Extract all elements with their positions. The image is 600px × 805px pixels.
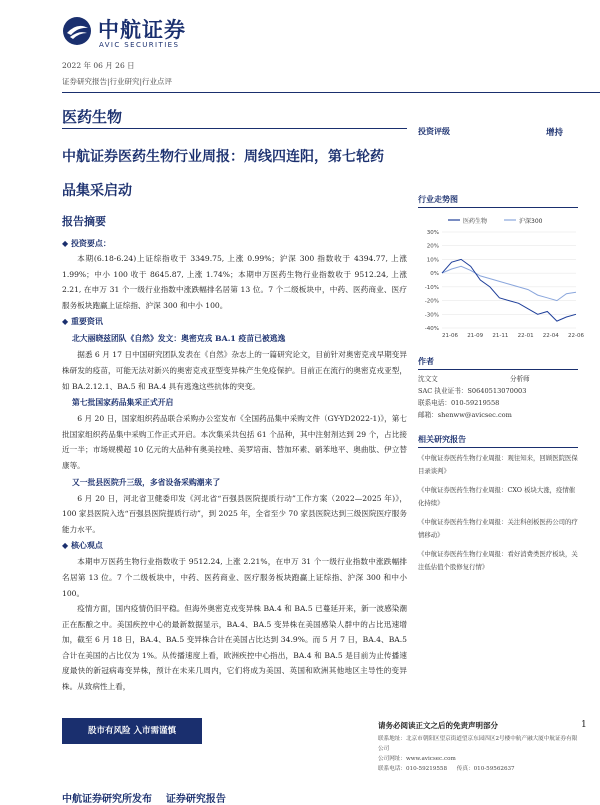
- report-title-line2: 品集采启动: [62, 183, 132, 199]
- author-phone: 联系电话：010-59219558: [418, 399, 500, 407]
- author-name: 沈文文: [418, 375, 438, 383]
- core-paragraph1: 本期申万医药生物行业指数收于 9512.24, 上涨 2.21%，在申万 31 个一级行业指数中涨跌幅排名居第 13 位。7 个二级板块中，中药、医药商业、医疗服务板块跑赢上证综指、沪深 300 和中小 100。: [62, 557, 407, 598]
- related-item[interactable]: 《中航证券医药生物行业周报：看好消费类医疗板块，关注低估值个股修复行情》: [418, 550, 578, 571]
- report-category: 证券研究报告|行业研究|行业点评: [62, 77, 173, 86]
- y-tick-label: -20%: [424, 298, 439, 305]
- news-label: ◆ 重要资讯: [62, 316, 103, 327]
- logo-text: 中航证券: [98, 18, 186, 42]
- legend-csi300-label: 沪深300: [519, 218, 543, 225]
- news3-title: 又一批县医院升三级，多省设备采购潮来了: [72, 477, 221, 487]
- legend-csi300: [504, 217, 543, 225]
- risk-banner: [62, 718, 202, 744]
- y-tick-label: -30%: [424, 312, 439, 319]
- sector-heading: 医药生物: [62, 108, 123, 126]
- news2-paragraph: 6 月 20 日，国家组织药品联合采购办公室发布《全国药品集中采购文件（GY-YD2022-1)》，第七批国家组织药品集中采购工作正式开启。本次集采共包括 61 个品种，其中注射剂达到 29 个，占比接近一半；市场规模超 10 亿元的大品种有奥美拉唑、美罗培南、替加环素、硝苯地平、奥曲肽、伊立替康等。: [62, 414, 407, 470]
- footer-website[interactable]: 公司网址：www.avicsec.com: [378, 756, 456, 762]
- logo-subtitle: AVIC SECURITIES: [99, 41, 180, 49]
- news3-paragraph: 6 月 20 日，河北省卫健委印发《河北省“百强县医院提质行动”工作方案（2022—2025 年)》，100 家县医院入选“百强县医院提质行动”，到 2025 年，全省至少 70 家县医院达到三级医院医疗服务能力水平。: [62, 493, 407, 534]
- y-tick-label: 10%: [426, 257, 439, 264]
- trend-divider: [418, 207, 578, 208]
- news1-paragraph: 据悉 6 月 17 日中国研究团队发表在《自然》杂志上的一篇研究论文，目前针对奥密克戎早期变异株研发的疫苗，可能无法对新兴的奥密克戎亚型变异株产生免疫保护。目前正在流行的奥密克戎亚型，如 BA.2.12.1、BA.5 和 BA.4 具有逃逸这些抗体的突变。: [62, 350, 407, 391]
- risk-text: 股市有风险 入市需谨慎: [88, 726, 176, 736]
- company-logo: [62, 14, 212, 50]
- footer-contact: [378, 734, 578, 774]
- rating-label: 投资评级: [418, 126, 450, 136]
- news1-title: 北大丽晓兹团队《自然》发文：奥密克戎 BA.1 疫苗已被逃逸: [72, 334, 286, 344]
- report-date: 2022 年 06 月 26 日: [62, 61, 135, 70]
- x-tick-label: 22-06: [568, 333, 584, 339]
- author-heading: 作者: [418, 356, 434, 366]
- legend-pharma-label: 医药生物: [463, 218, 488, 225]
- footer-address: 联系地址：北京市朝阳区望京街道望京东园四区2号楼中航产融大厦中航证券有限公司: [378, 736, 578, 752]
- series-line-pharma: [442, 259, 576, 321]
- bottom-banner: 中航证券研究所发布 证券研究报告: [62, 794, 226, 805]
- author-role: 分析师: [510, 375, 530, 383]
- footer-fax: 传真：010-59562637: [456, 766, 515, 772]
- author-row: [418, 373, 583, 385]
- related-heading: 相关研究报告: [418, 434, 466, 444]
- sector-divider: [62, 128, 407, 129]
- x-tick-label: 21-06: [442, 333, 458, 339]
- chart-grid: [442, 232, 576, 328]
- market-paragraph: 本期(6.18-6.24)上证综指收于 3349.75, 上涨 0.99%；沪深 300 指数收于 4394.77, 上涨 1.99%；中小 100 收于 8645.87, 上涨 1.74%；本期申万医药生物行业指数收于 9512.24, 上涨 2.21, 在申万 31 个一级行业指数中涨跌幅排名居第 13 位。7 个二级板块中，中药、医药商业、医疗服务板块跑赢上证综指、沪深 300 和中小 100。: [62, 254, 407, 310]
- x-tick-label: 21-11: [492, 333, 509, 339]
- rating-value: 增持: [546, 128, 564, 138]
- disclaimer-title: 请务必阅读正文之后的免责声明部分: [378, 721, 498, 730]
- related-item[interactable]: 《中航证券医药生物行业周报：观往知来，回顾医院医保目录谈判》: [418, 454, 578, 475]
- footer-phone-fax: [378, 764, 578, 774]
- chart-y-ticks: [425, 230, 439, 332]
- author-email[interactable]: 邮箱：shenww@avicsec.com: [418, 411, 512, 419]
- series-line-csi300: [442, 266, 576, 300]
- x-tick-label: 22-04: [542, 333, 559, 339]
- footer-phone: 联系电话：010-59219558: [378, 766, 448, 772]
- author-block: [418, 373, 583, 421]
- related-divider: [418, 447, 578, 448]
- summary-heading: 报告摘要: [62, 215, 106, 228]
- y-tick-label: -40%: [424, 326, 439, 332]
- main-body: [62, 236, 407, 697]
- related-item[interactable]: 《中航证券医药生物行业周报：关注科创板医药公司的疗情移动》: [418, 518, 578, 539]
- y-tick-label: -10%: [424, 284, 439, 291]
- author-divider: [418, 369, 578, 370]
- x-tick-label: 22-01: [517, 333, 534, 339]
- header-divider: [62, 92, 600, 93]
- report-title-line1: 中航证券医药生物行业周报：周线四连阳，第七轮药: [62, 149, 384, 165]
- legend-pharma: [448, 217, 487, 225]
- core-view-label: ◆ 核心观点: [62, 540, 103, 551]
- y-tick-label: 30%: [426, 230, 439, 236]
- core-paragraph2: 疫情方面，国内疫情仍旧平稳。但海外奥密克戎变异株 BA.4 和 BA.5 已蔓延开来，新一波感染潮正在酝酿之中。美国疾控中心的最新数据显示，BA.4、BA.5 变异株在美国感染人群中的占比迅速增加，截至 6 月 18 日，BA.4、BA.5 变异株合计在美国占比达到 34.9%。而 5 月 7 日，BA.4、BA.5 合计在美国的占比仅为 1%。从传播速度上看，欧洲疾控中心指出，BA.4 和 BA.5 是目前为止传播速度最快的新冠病毒变异株，预计在未来几周内，它们将成为美国、英国和欧洲其他地区主导性的变异株。从致病性上看，: [62, 604, 407, 692]
- trend-chart: [418, 210, 584, 340]
- invest-points-label: ◆ 投资要点：: [62, 238, 111, 248]
- related-item[interactable]: 《中航证券医药生物行业周报：CXO 板块大涨，疫情催化持续》: [418, 486, 576, 507]
- trend-heading: 行业走势图: [418, 194, 458, 204]
- y-tick-label: 0%: [430, 271, 439, 278]
- page-number: 1: [581, 720, 587, 730]
- y-tick-label: 20%: [426, 243, 439, 250]
- news2-title: 第七批国家药品集采正式开启: [72, 398, 174, 408]
- related-list: [418, 452, 580, 573]
- report-title: [62, 140, 412, 208]
- chart-x-ticks: [442, 333, 584, 339]
- author-sac: SAC 执业证书：S0640513070003: [418, 387, 527, 395]
- x-tick-label: 21-09: [467, 333, 484, 339]
- logo-emblem-icon: [62, 16, 92, 46]
